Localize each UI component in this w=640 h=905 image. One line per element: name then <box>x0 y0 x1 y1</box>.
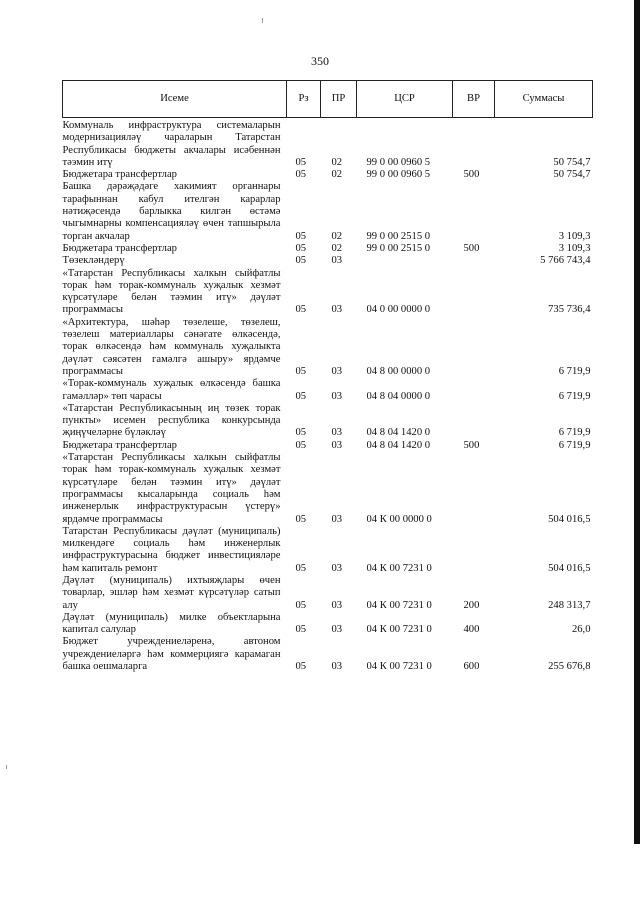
cell-vr <box>453 317 495 378</box>
cell-csr: 99 0 00 2515 0 <box>366 230 431 242</box>
cell-sum: 255 676,8 <box>548 661 591 673</box>
cell-pr: 02 <box>331 169 343 181</box>
cell-sum: 6 719,9 <box>558 390 591 402</box>
cell-sum: 6 719,9 <box>558 439 591 451</box>
cell-name: Бюджет учреждениеләренә, автоном учреждениеләргә һәм коммерциягә карамаган башка оешмаларга <box>62 636 281 673</box>
cell-sum: 735 736,4 <box>548 304 591 316</box>
header-sum: Суммасы <box>495 81 593 118</box>
cell-sum: 3 109,3 <box>558 242 591 254</box>
cell-pr: 03 <box>331 513 343 525</box>
cell-vr <box>453 526 495 575</box>
header-vr: ВР <box>453 81 495 118</box>
table-row <box>63 403 593 440</box>
table-row <box>63 181 593 242</box>
cell-sum: 3 109,3 <box>558 230 591 242</box>
scan-edge-bar <box>634 0 640 844</box>
table-row <box>63 378 593 403</box>
cell-csr: 04 8 04 0000 0 <box>366 390 431 402</box>
cell-sum: 50 754,7 <box>553 169 591 181</box>
cell-name: «Татарстан Республикасы халкын сыйфатлы торак һәм торак-коммуналь хуҗалык хезмәт күрсәтүләре белән тәэмин итү» дәүләт программасы кысаларында социаль һәм инженерлык инфраструктурасын үстерү» ярдәмче программасы <box>62 452 281 525</box>
cell-vr <box>453 255 495 267</box>
cell-vr: 500 <box>463 439 480 451</box>
table-row <box>63 636 593 673</box>
cell-csr: 04 8 00 0000 0 <box>366 365 431 377</box>
cell-rz: 05 <box>295 661 307 673</box>
cell-csr: 99 0 00 0960 5 <box>366 156 431 168</box>
cell-vr: 600 <box>463 661 480 673</box>
cell-sum: 504 016,5 <box>548 562 591 574</box>
cell-name: Дәүләт (муниципаль) ихтыяҗлары өчен товарлар, эшләр һәм хезмәт күрсәтүләр сатып алу <box>62 574 281 611</box>
cell-rz: 05 <box>295 230 307 242</box>
table-row <box>63 169 593 181</box>
cell-sum: 26,0 <box>571 624 591 636</box>
table-row <box>63 317 593 378</box>
cell-vr <box>453 268 495 317</box>
table-row <box>63 575 593 612</box>
cell-vr: 500 <box>463 169 480 181</box>
cell-vr <box>453 118 495 170</box>
cell-rz: 05 <box>295 427 307 439</box>
header-csr: ЦСР <box>357 81 453 118</box>
cell-name: «Татарстан Республикасы халкын сыйфатлы торак һәм торак-коммуналь хуҗалык хезмәт күрсәтүләре белән тәэмин итү» дәүләт программасы <box>62 267 281 316</box>
cell-sum: 6 719,9 <box>558 365 591 377</box>
cell-rz: 05 <box>295 169 307 181</box>
cell-pr: 03 <box>331 562 343 574</box>
cell-pr: 03 <box>331 255 343 267</box>
header-name: Исеме <box>63 81 287 118</box>
cell-name: Татарстан Республикасы дәүләт (муниципаль) милкендәге социаль һәм инженерлык инфраструктурасына бюджет инвестицияләре һәм капиталь ремонт <box>62 525 281 574</box>
cell-pr: 03 <box>331 439 343 451</box>
cell-name: «Татарстан Республикасының иң төзек торак пункты» исемен республика конкурсында җиңүчеләрне бүләкләү <box>62 402 281 439</box>
table-row <box>63 440 593 452</box>
cell-rz: 05 <box>295 562 307 574</box>
table-row <box>63 268 593 317</box>
table-row <box>63 118 593 170</box>
cell-rz: 05 <box>295 513 307 525</box>
cell-rz: 05 <box>295 255 307 267</box>
cell-csr: 04 8 04 1420 0 <box>366 427 431 439</box>
cell-csr: 04 К 00 7231 0 <box>366 624 432 636</box>
cell-rz: 05 <box>295 599 307 611</box>
cell-csr: 04 0 00 0000 0 <box>366 304 431 316</box>
cell-pr: 02 <box>331 230 343 242</box>
cell-vr <box>453 403 495 440</box>
cell-pr: 03 <box>331 599 343 611</box>
budget-table <box>62 80 593 673</box>
cell-sum: 248 313,7 <box>548 599 591 611</box>
cell-vr: 500 <box>463 242 480 254</box>
table-row <box>63 243 593 255</box>
cell-rz: 05 <box>295 624 307 636</box>
cell-name: Бюджетара трансфертлар <box>62 242 177 254</box>
header-rz: Рз <box>287 81 321 118</box>
cell-pr: 03 <box>331 427 343 439</box>
cell-csr: 04 К 00 7231 0 <box>366 661 432 673</box>
cell-pr: 02 <box>331 156 343 168</box>
cell-vr: 200 <box>463 599 480 611</box>
cell-name: Бюджетара трансфертлар <box>62 169 177 181</box>
table-row <box>63 452 593 526</box>
cell-rz: 05 <box>295 304 307 316</box>
cell-rz: 05 <box>295 156 307 168</box>
cell-csr: 99 0 00 2515 0 <box>366 242 431 254</box>
table-header-row <box>63 81 593 118</box>
cell-sum: 504 016,5 <box>548 513 591 525</box>
scan-mark-left <box>6 765 7 769</box>
cell-name: Башка дәрәҗәдәге хакимият органнары тарафыннан кабул ителгән карарлар нәтиҗәсендә барлыкка килгән өстәмә чыгымнарны компенсацияләү өчен тапшырыла торган акчалар <box>62 181 281 242</box>
cell-name: «Архитектура, шәһәр төзелеше, төзелеш, төзелеш материаллары сәнәгате өлкәсендә, торак өлкәсендә һәм коммуналь хуҗалыкта дәүләт сәясәтен гамәлгә ашыру» ярдәмче программасы <box>62 316 281 377</box>
cell-pr: 02 <box>331 242 343 254</box>
table-row <box>63 612 593 637</box>
table-row <box>63 526 593 575</box>
cell-csr: 04 К 00 7231 0 <box>366 562 432 574</box>
cell-name: Бюджетара трансфертлар <box>62 439 177 451</box>
cell-csr: 04 8 04 1420 0 <box>366 439 431 451</box>
cell-csr <box>357 255 453 267</box>
cell-vr <box>453 181 495 242</box>
cell-vr <box>453 378 495 403</box>
cell-rz: 05 <box>295 439 307 451</box>
cell-rz: 05 <box>295 365 307 377</box>
cell-rz: 05 <box>295 390 307 402</box>
cell-pr: 03 <box>331 365 343 377</box>
cell-pr: 03 <box>331 304 343 316</box>
cell-sum: 5 766 743,4 <box>540 255 591 267</box>
cell-pr: 03 <box>331 390 343 402</box>
cell-name: Төзекләндерү <box>62 255 125 267</box>
cell-csr: 04 К 00 0000 0 <box>366 513 432 525</box>
header-pr: ПР <box>321 81 357 118</box>
cell-name: Дәүләт (муниципаль) милке объектларына капитал салулар <box>62 611 281 636</box>
cell-pr: 03 <box>331 661 343 673</box>
cell-vr: 400 <box>463 624 480 636</box>
cell-pr: 03 <box>331 624 343 636</box>
cell-vr <box>453 452 495 526</box>
page-number: 350 <box>311 54 329 68</box>
table-body <box>63 118 593 674</box>
cell-csr: 04 К 00 7231 0 <box>366 599 432 611</box>
table-row <box>63 255 593 267</box>
cell-sum: 50 754,7 <box>553 156 591 168</box>
scan-mark-top <box>262 18 263 23</box>
cell-name: Коммуналь инфраструктура системаларын модернизацияләү чараларын Татарстан Республикасы бюджеты акчалары исәбеннән тәэмин итү <box>62 120 281 168</box>
cell-name: «Торак-коммуналь хуҗалык өлкәсендә башка гамәлләр» төп чарасы <box>62 378 281 402</box>
cell-csr: 99 0 00 0960 5 <box>366 169 431 181</box>
cell-rz: 05 <box>295 242 307 254</box>
cell-sum: 6 719,9 <box>558 427 591 439</box>
